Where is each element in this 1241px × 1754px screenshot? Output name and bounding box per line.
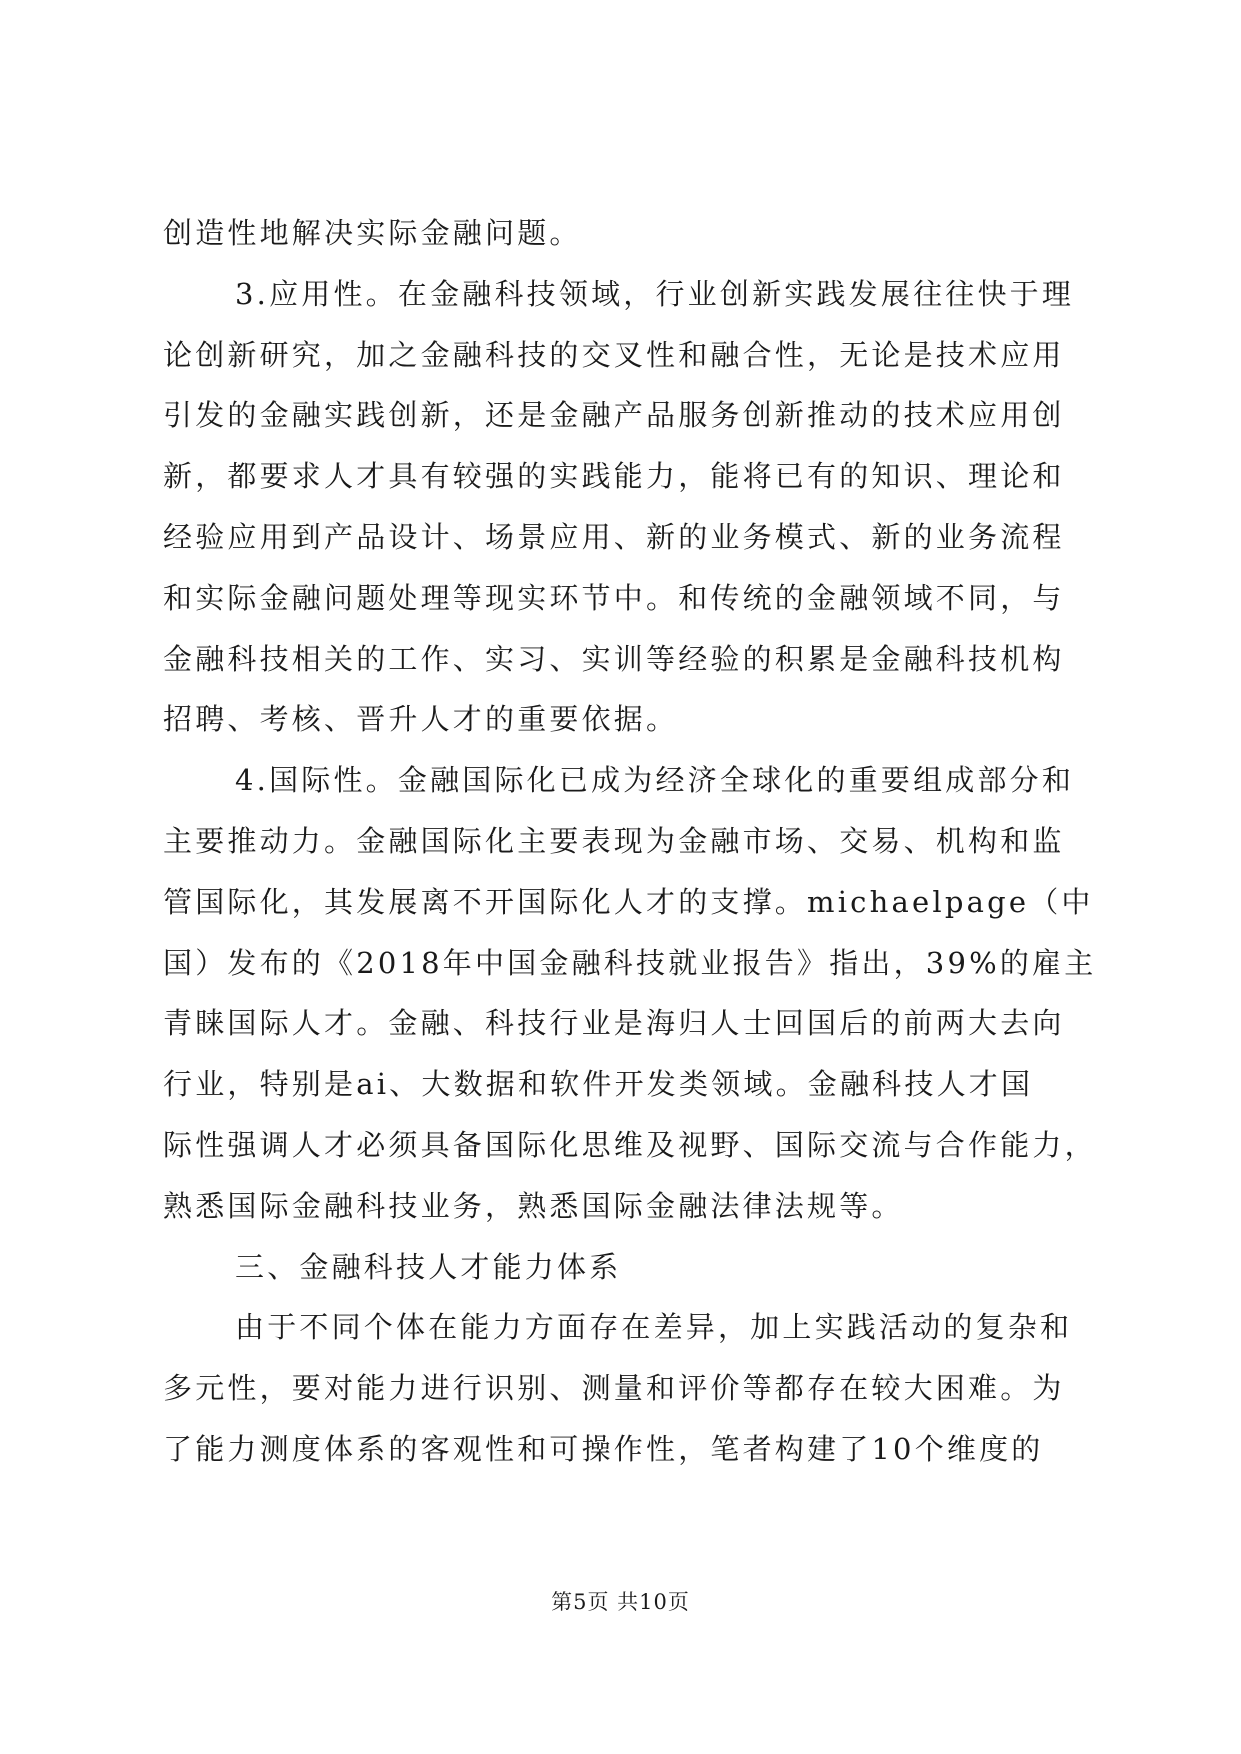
text-line: 创造性地解决实际金融问题。 — [163, 216, 582, 250]
text-line: 和实际金融问题处理等现实环节中。和传统的金融领域不同，与 — [163, 580, 1065, 615]
text-line: 引发的金融实践创新，还是金融产品服务创新推动的技术应用创 — [163, 398, 1065, 433]
text-line: 了能力测度体系的客观性和可操作性，笔者构建了10个维度的 — [163, 1431, 1044, 1466]
text-line: 招聘、考核、晋升人才的重要依据。 — [163, 702, 679, 737]
text-line: 经验应用到产品设计、场景应用、新的业务模式、新的业务流程 — [163, 519, 1065, 554]
text-line: 4.国际性。金融国际化已成为经济全球化的重要组成部分和 — [235, 763, 1075, 798]
text-line: 熟悉国际金融科技业务，熟悉国际金融法律法规等。 — [163, 1188, 904, 1223]
page-number-footer: 第5页 共10页 — [551, 1590, 690, 1614]
text-line: 行业，特别是ai、大数据和软件开发类领域。金融科技人才国 — [163, 1067, 1034, 1102]
text-line: 新，都要求人才具有较强的实践能力，能将已有的知识、理论和 — [163, 459, 1065, 494]
text-line: 由于不同个体在能力方面存在差异，加上实践活动的复杂和 — [235, 1310, 1073, 1345]
text-line: 3.应用性。在金融科技领域，行业创新实践发展往往快于理 — [235, 276, 1075, 311]
text-line: 多元性，要对能力进行识别、测量和评价等都存在较大困难。为 — [163, 1371, 1065, 1406]
text-line: 论创新研究，加之金融科技的交叉性和融合性，无论是技术应用 — [163, 337, 1065, 372]
text-line: 主要推动力。金融国际化主要表现为金融市场、交易、机构和监 — [163, 823, 1065, 858]
section-heading: 三、金融科技人才能力体系 — [235, 1249, 622, 1284]
body-text — [163, 203, 1097, 1480]
text-line: 管国际化，其发展离不开国际化人才的支撑。michaelpage（中 — [163, 884, 1094, 919]
text-line: 际性强调人才必须具备国际化思维及视野、国际交流与合作能力， — [163, 1127, 1097, 1162]
text-line: 国）发布的《2018年中国金融科技就业报告》指出，39%的雇主 — [163, 945, 1097, 980]
text-line: 青睐国际人才。金融、科技行业是海归人士回国后的前两大去向 — [163, 1006, 1065, 1041]
text-line: 金融科技相关的工作、实习、实训等经验的积累是金融科技机构 — [163, 641, 1065, 676]
